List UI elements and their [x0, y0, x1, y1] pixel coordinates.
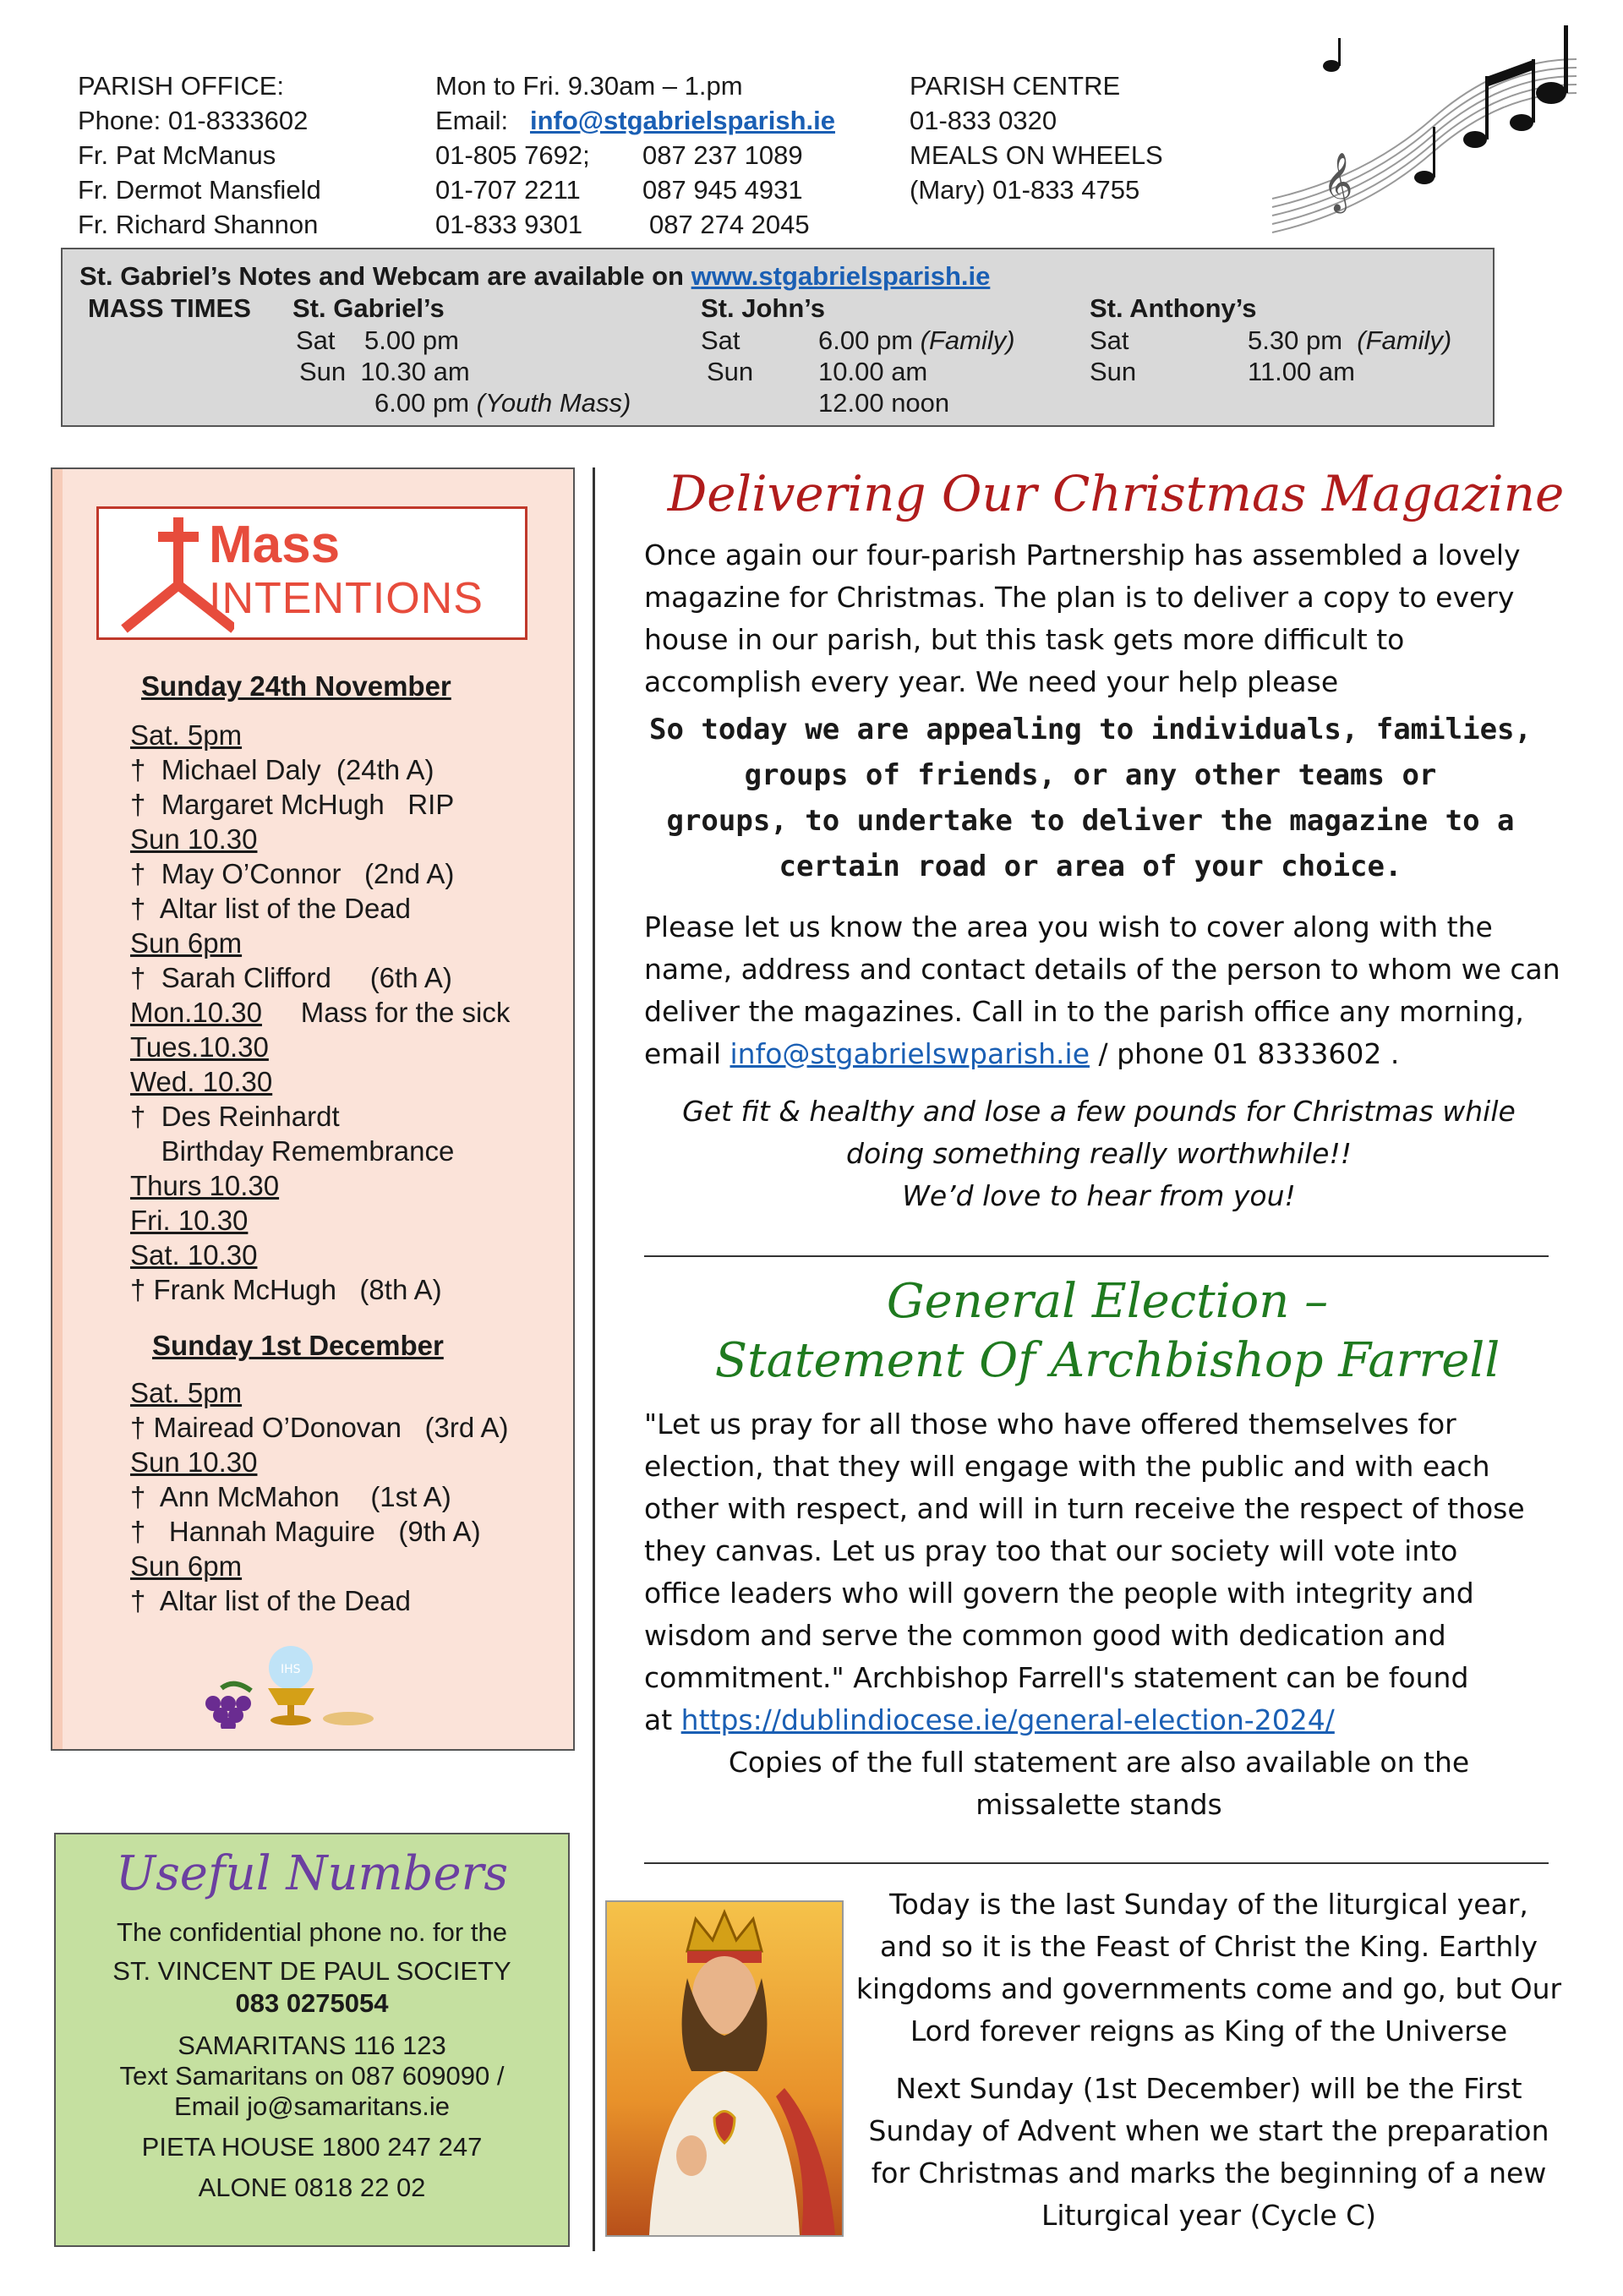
logo-intentions-text: INTENTIONS — [209, 574, 484, 623]
intention-line: Wed. 10.30 — [130, 1066, 273, 1097]
christ-the-king-image — [605, 1900, 844, 2237]
phone-a-3: 01-833 9301 — [435, 210, 583, 239]
priest-2: Fr. Dermot Mansfield — [78, 175, 321, 205]
intention-line: Fri. 10.30 — [130, 1205, 249, 1236]
useful-line: ST. VINCENT DE PAUL SOCIETY — [112, 1956, 511, 1986]
useful-line: Text Samaritans on 087 609090 / — [119, 2061, 505, 2091]
magazine-appeal: So today we are appealing to individuals, families, groups of friends, or any other teams or groups, to undertake to deliver the magazine to a certain road or area of your choice. — [649, 713, 1532, 883]
intention-line: Sat. 5pm — [130, 719, 243, 751]
intention-line: † Ann McMahon (1st A) — [130, 1481, 451, 1512]
website-link[interactable]: www.stgabrielsparish.ie — [691, 261, 991, 291]
priest-3: Fr. Richard Shannon — [78, 210, 319, 239]
music-notes-icon — [1264, 25, 1581, 237]
christ-king-figure-icon — [607, 1902, 842, 2235]
intention-line: Sat. 10.30 — [130, 1239, 258, 1271]
intention-line: Sun 6pm — [130, 1550, 243, 1582]
magazine-para1: Once again our four-parish Partnership has assembled a lovely magazine for Christmas. The plan is to deliver a copy to every house in our parish, but this task gets more difficult to accomplish every year. We need your help please — [644, 538, 1521, 698]
intention-line: † Michael Daly (24th A) — [130, 754, 434, 785]
phone-b-3: 087 274 2045 — [649, 210, 810, 239]
election-statement: "Let us pray for all those who have offered themselves for election, that they will engage with the public and with each other with respect, and will in turn receive the respect of those they canvas. Let us pray too that our society will vote into office leaders who will govern the people with integrity and wisdom and serve the common good with dedication and commitment." Archbishop Farrell's statement can be found at https://dublindiocese.ie/general-election-2024/ — [644, 1408, 1525, 1736]
mass-row: Sat 5.00 pm — [296, 325, 459, 355]
useful-line: Email jo@samaritans.ie — [173, 2091, 451, 2121]
mass-intentions-panel — [51, 467, 575, 1751]
intention-line: Sat. 5pm — [130, 1377, 243, 1408]
church-st-anthonys: St. Anthony’s — [1090, 293, 1257, 323]
section-divider — [644, 1255, 1549, 1257]
header-contacts — [78, 68, 321, 242]
notes-webcam-text: St. Gabriel’s Notes and Webcam are available on — [79, 261, 684, 291]
parish-centre-label: PARISH CENTRE — [910, 71, 1121, 101]
magazine-closing: Get fit & healthy and lose a few pounds for Christmas while doing something really worthwhile!! We’d love to hear from you! — [682, 1095, 1516, 1212]
intention-line: † May O’Connor (2nd A) — [130, 858, 455, 889]
intention-line: Sun 6pm — [130, 927, 243, 959]
mass-row: 6.00 pm (Youth Mass) — [374, 388, 631, 418]
intention-line: Sun 10.30 — [130, 1446, 258, 1478]
logo-mass-text: Mass — [209, 516, 341, 574]
mass-times-label: MASS TIMES — [88, 293, 251, 323]
mass-row: 10.00 am — [818, 357, 928, 386]
intention-line: Tues.10.30 — [130, 1031, 269, 1063]
chalice-icon — [188, 1644, 374, 1729]
email-label: Email: — [435, 106, 509, 135]
phone-a-1: 01-805 7692; — [435, 140, 590, 170]
magazine-para2: Please let us know the area you wish to cover along with the name, address and contact details of the person to whom we can deliver the magazines. Call in to the parish office any morning, email info@stgabrielswparish.ie / phone 01 8333602 . — [644, 910, 1560, 1070]
intention-line: † Frank McHugh (8th A) — [130, 1274, 442, 1305]
intention-line: † Hannah Maguire (9th A) — [130, 1516, 481, 1547]
election-copies: Copies of the full statement are also available on the missalette stands — [728, 1746, 1470, 1821]
mass-row: Sun — [707, 357, 754, 386]
priest-1: Fr. Pat McManus — [78, 140, 276, 170]
election-title — [642, 1272, 1572, 1391]
meals-label: MEALS ON WHEELS — [910, 140, 1163, 170]
magazine-title: Delivering Our Christmas Magazine — [667, 465, 1565, 522]
mass-row: Sun 10.30 am — [299, 357, 470, 386]
election-statement-link[interactable]: https://dublindiocese.ie/general-election-2024/ — [680, 1703, 1335, 1736]
mass-intentions-logo — [96, 506, 527, 640]
useful-line: SAMARITANS 116 123 — [178, 2031, 446, 2060]
meals-phone: (Mary) 01-833 4755 — [910, 175, 1140, 205]
phone-a-2: 01-707 2211 — [435, 175, 581, 205]
mass-row: 5.30 pm (Family) — [1248, 325, 1452, 355]
useful-line: The confidential phone no. for the — [117, 1917, 507, 1947]
sunday-1-heading: Sunday 1st December — [152, 1330, 444, 1361]
election-title-line2: Statement Of Archbishop Farrell — [714, 1333, 1500, 1388]
useful-line: 083 0275054 — [235, 1988, 389, 2018]
parish-centre-phone: 01-833 0320 — [910, 106, 1057, 135]
column-divider — [593, 467, 595, 2251]
mass-row: 11.00 am — [1248, 357, 1355, 386]
phone-b-2: 087 945 4931 — [642, 175, 803, 205]
intention-line: † Margaret McHugh RIP — [130, 789, 455, 820]
mass-row: Sun — [1090, 357, 1137, 386]
useful-numbers-box — [54, 1833, 570, 2247]
mass-row: 12.00 noon — [818, 388, 950, 418]
christ-king-para1: Today is the last Sunday of the liturgical year, and so it is the Feast of Christ the King. Earthly kingdoms and governments come and go, but Our Lord forever reigns as King of the Universe — [855, 1888, 1562, 2047]
chalice-host-text: IHS — [281, 1663, 301, 1676]
intention-line: † Sarah Clifford (6th A) — [130, 962, 452, 993]
sunday-24-heading: Sunday 24th November — [141, 670, 451, 702]
phone-b-1: 087 237 1089 — [642, 140, 803, 170]
office-phone: Phone: 01-8333602 — [78, 106, 309, 135]
christ-king-para2: Next Sunday (1st December) will be the First Sunday of Advent when we start the preparation for Christmas and marks the beginning of a new Liturgical year (Cycle C) — [868, 2072, 1549, 2232]
svg-text:𝄞: 𝄞 — [1323, 152, 1353, 211]
mass-row: Sat — [1090, 325, 1129, 355]
church-st-gabriels: St. Gabriel’s — [292, 293, 445, 323]
header-mobiles — [642, 138, 810, 242]
parish-email-link[interactable]: info@stgabrielswparish.ie — [730, 1037, 1090, 1070]
mass-times-box — [61, 248, 1495, 427]
useful-line: PIETA HOUSE 1800 247 247 — [141, 2132, 483, 2162]
intention-line: † Altar list of the Dead — [130, 1585, 412, 1616]
mass-row: Sat — [701, 325, 740, 355]
intention-line: Mon.10.30 Mass for the sick — [130, 997, 511, 1028]
useful-numbers-title: Useful Numbers — [115, 1846, 509, 1901]
intention-line: Sun 10.30 — [130, 823, 258, 855]
mass-row: 6.00 pm (Family) — [818, 325, 1015, 355]
header-centre — [910, 68, 1163, 207]
intention-line: † Mairead O’Donovan (3rd A) — [130, 1412, 509, 1443]
intention-line: Birthday Remembrance — [130, 1135, 455, 1167]
section-divider — [644, 1862, 1549, 1864]
intention-line: † Altar list of the Dead — [130, 893, 412, 924]
useful-line: ALONE 0818 22 02 — [198, 2173, 426, 2202]
intention-line: Thurs 10.30 — [130, 1170, 280, 1201]
intention-line: † Des Reinhardt — [130, 1101, 340, 1132]
office-hours: Mon to Fri. 9.30am – 1.pm — [435, 71, 743, 101]
parish-office-label: PARISH OFFICE: — [78, 71, 285, 101]
office-email-link[interactable]: info@stgabrielsparish.ie — [529, 106, 835, 135]
election-title-line1: General Election – — [886, 1274, 1329, 1329]
church-st-johns: St. John’s — [701, 293, 825, 323]
